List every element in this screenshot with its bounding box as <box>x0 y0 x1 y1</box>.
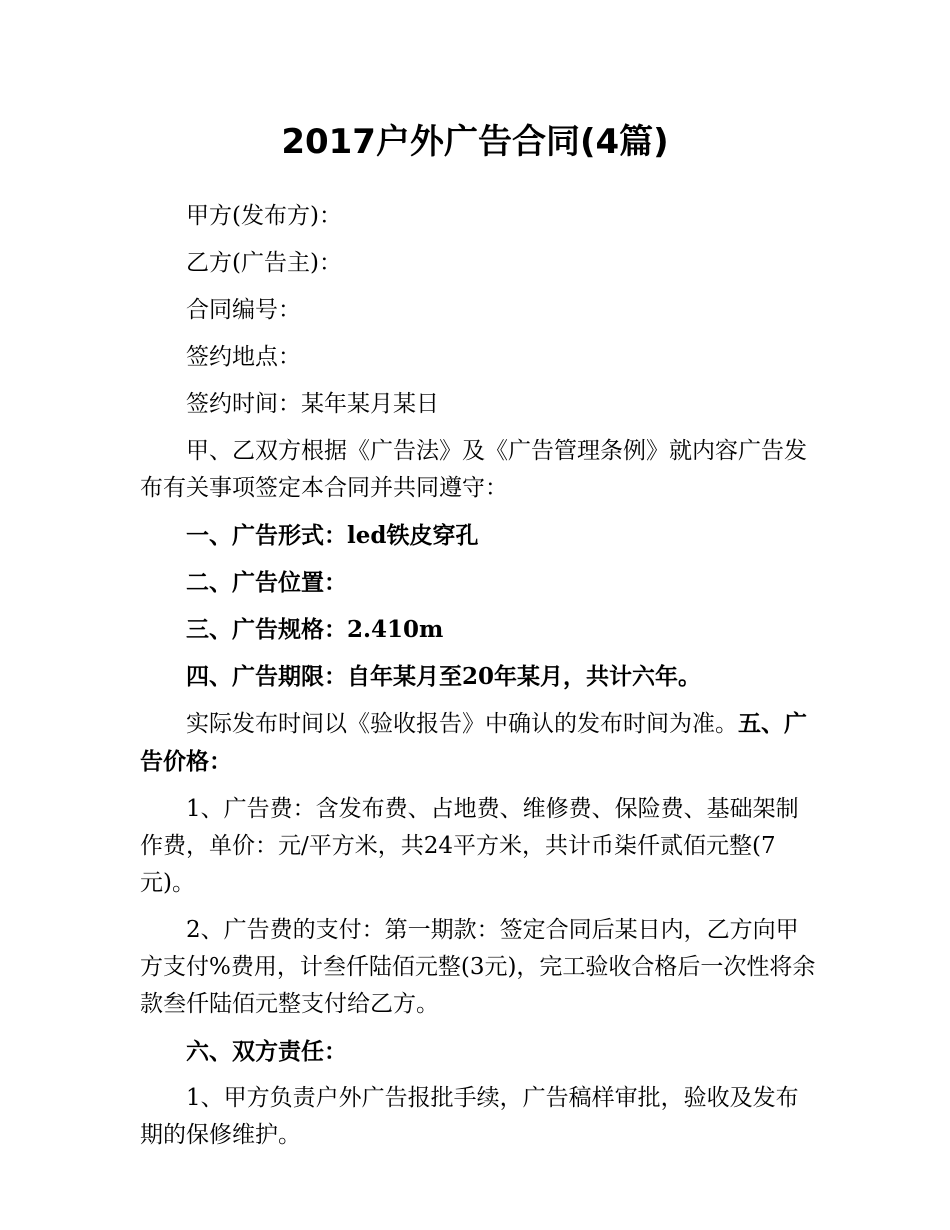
paragraph-signing-place: 签约地点： <box>186 344 301 370</box>
paragraph-party-b: 乙方(广告主)： <box>186 250 342 276</box>
document-title: 2017户外广告合同(4篇) <box>281 122 669 162</box>
document-body <box>140 198 820 1164</box>
heading-ad-price: 五、广告价格： <box>140 710 807 775</box>
paragraph-party-a-duty: 1、甲方负责户外广告报批手续，广告稿样审批，验收及发布期的保修维护。 <box>140 1085 799 1148</box>
paragraph-party-a: 甲方(发布方)： <box>186 203 342 229</box>
heading-ad-spec: 三、广告规格：2.410m <box>186 616 444 643</box>
paragraph-preamble: 甲、乙双方根据《广告法》及《广告管理条例》就内容广告发布有关事项签定本合同并共同遵守： <box>140 438 807 501</box>
heading-ad-location: 二、广告位置： <box>186 569 347 596</box>
paragraph-ad-fee: 1、广告费：含发布费、占地费、维修费、保险费、基础架制作费，单价：元/平方米，共24平方米，共计币柒仟贰佰元整(7元)。 <box>140 796 799 896</box>
publish-time-text: 实际发布时间以《验收报告》中确认的发布时间为准。 <box>186 711 738 737</box>
heading-responsibilities: 六、双方责任： <box>186 1038 347 1065</box>
heading-ad-term: 四、广告期限：自年某月至20年某月，共计六年。 <box>186 663 702 690</box>
paragraph-contract-number: 合同编号： <box>186 297 301 323</box>
paragraph-fee-payment: 2、广告费的支付：第一期款：签定合同后某日内，乙方向甲方支付%费用，计叁仟陆佰元整(3元)，完工验收合格后一次性将余款叁仟陆佰元整支付给乙方。 <box>140 917 816 1017</box>
heading-ad-form: 一、广告形式：led铁皮穿孔 <box>186 522 479 549</box>
paragraph-publish-time <box>140 705 820 781</box>
paragraph-signing-time: 签约时间：某年某月某日 <box>186 391 439 417</box>
